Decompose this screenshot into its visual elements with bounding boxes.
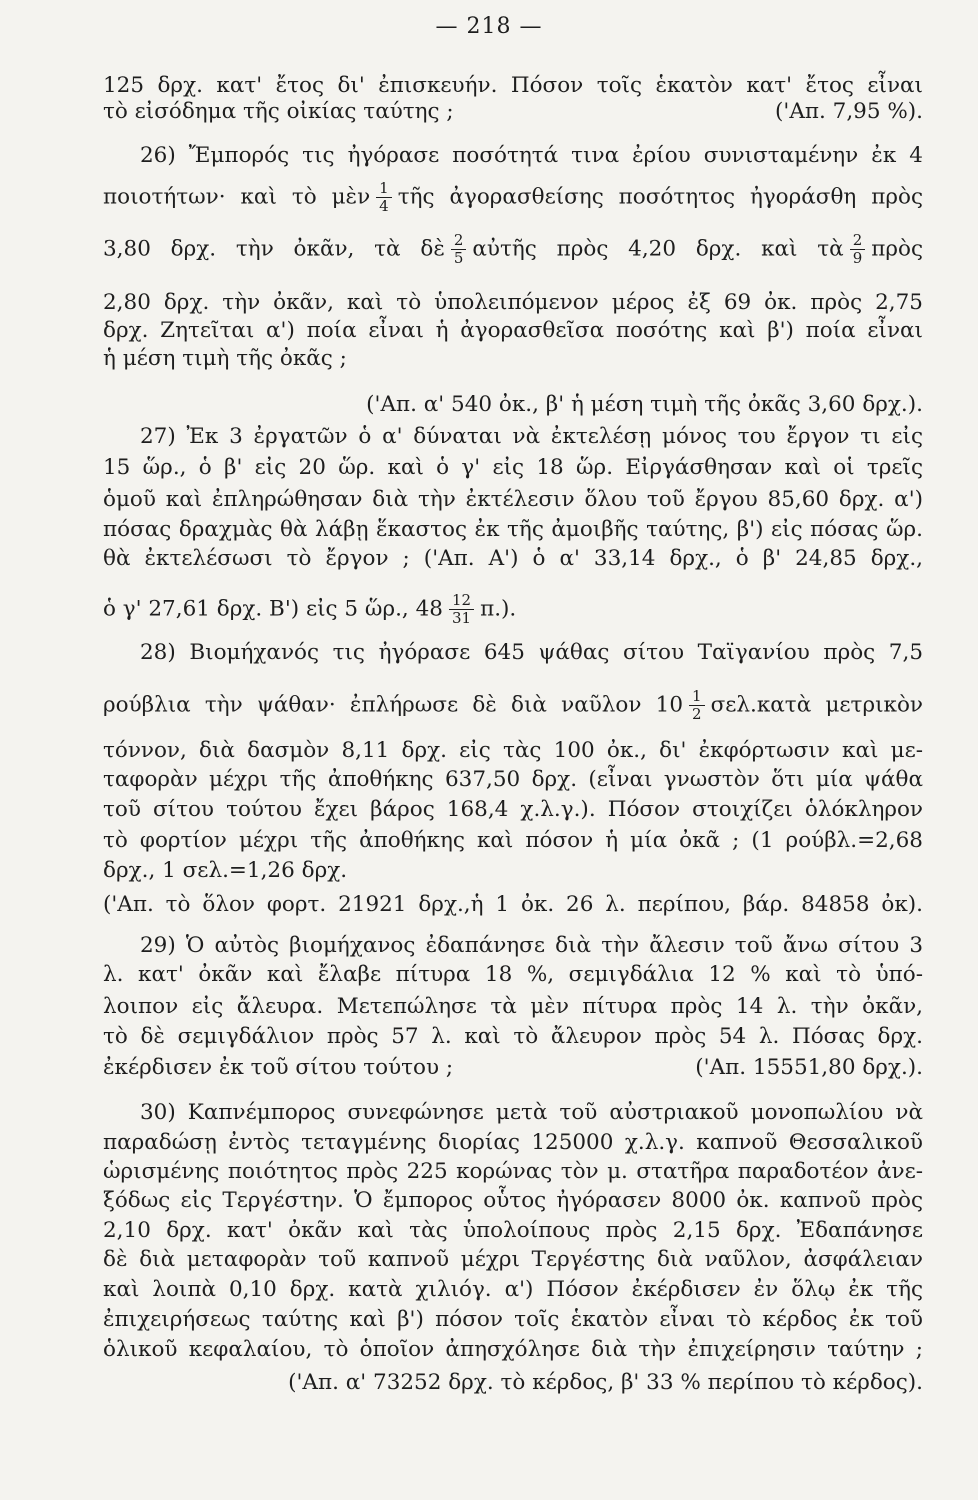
problem-27-start: 27) Ἐκ 3 ἐργατῶν ὁ α' δύναται νὰ ἐκτελέσῃ μόνος του ἔργον τι εἰς (140, 424, 923, 449)
fraction (689, 688, 705, 723)
text-line: ὡρισμένης ποιότητος πρὸς 225 κορώνας τὸν μ. στατῆρα παραδοτέον ἀνε- (103, 1159, 923, 1184)
answer-text: ('Απ. α' 540 ὀκ., β' ἡ μέση τιμὴ τῆς ὀκᾶς 3,60 δρχ.). (366, 392, 923, 417)
text-line (103, 99, 923, 125)
text-segment: ὁ γ' 27,61 δρχ. Β') εἰς 5 ὥρ., 48 (103, 596, 443, 622)
answer-text: ('Απ. 15551,80 δρχ.). (695, 1055, 923, 1080)
text-line: θὰ ἐκτελέσωσι τὸ ἔργον ; ('Απ. Α') ὁ α' 33,14 δρχ., ὁ β' 24,85 δρχ., (103, 546, 923, 571)
text-line (103, 180, 923, 215)
text-segment: τὸ εἰσόδημα τῆς οἰκίας ταύτης ; (103, 99, 454, 124)
fraction (449, 592, 474, 627)
fraction-numerator: 2 (850, 232, 866, 250)
fraction (451, 232, 467, 267)
problem-26-start: 26) Ἔμπορός τις ἠγόρασε ποσότητά τινα ἐρίου συνισταμένην ἐκ 4 (140, 143, 923, 168)
text-line: δρχ., 1 σελ.=1,26 δρχ. (103, 858, 348, 883)
text-segment: π.). (480, 596, 517, 622)
text-segment: ποιοτήτων· καὶ τὸ μὲν (103, 184, 371, 210)
fraction-denominator: 9 (852, 249, 863, 267)
text-segment: ρούβλια τὴν ψάθαν· ἐπλήρωσε δὲ διὰ ναῦλον 10 (103, 692, 684, 718)
text-line: λ. κατ' ὀκᾶν καὶ ἔλαβε πίτυρα 18 %, σεμιγδάλια 12 % καὶ τὸ ὑπό- (103, 962, 923, 987)
text-line: ἡ μέση τιμὴ τῆς ὀκᾶς ; (103, 346, 347, 371)
problem-28-start: 28) Βιομήχανός τις ἠγόρασε 645 ψάθας σίτου Ταϊγανίου πρὸς 7,5 (140, 640, 923, 665)
answer-text: ('Απ. τὸ ὅλον φορτ. 21921 δρχ.,ἡ 1 ὀκ. 26 λ. περίπου, βάρ. 84858 ὀκ). (103, 892, 923, 917)
text-line: 125 δρχ. κατ' ἔτος δι' ἐπισκευήν. Πόσον τοῖς ἑκατὸν κατ' ἔτος εἶναι (103, 73, 923, 98)
page-number: — 218 — (435, 14, 543, 39)
text-segment: σελ.κατὰ μετρικὸν (710, 692, 923, 718)
text-line: παραδώσῃ ἐντὸς τεταγμένης διορίας 125000 χ.λ.γ. καπνοῦ Θεσσαλικοῦ (103, 1130, 923, 1155)
text-line: ὁμοῦ καὶ ἐπληρώθησαν διὰ τὴν ἐκτέλεσιν ὅλου τοῦ ἔργου 85,60 δρχ. α') (103, 487, 923, 512)
text-segment: πρὸς (871, 236, 923, 262)
text-line: δὲ διὰ μεταφορὰν τοῦ καπνοῦ μέχρι Τεργέστης διὰ ναῦλον, ἀσφάλειαν (103, 1247, 923, 1272)
fraction-numerator: 1 (689, 688, 705, 706)
text-line: καὶ λοιπὰ 0,10 δρχ. κατὰ χιλιόγ. α') Πόσον ἐκέρδισεν ἐν ὅλῳ ἐκ τῆς (103, 1277, 923, 1302)
text-line: 15 ὥρ., ὁ β' εἰς 20 ὥρ. καὶ ὁ γ' εἰς 18 ὥρ. Εἰργάσθησαν καὶ οἱ τρεῖς (103, 455, 923, 480)
text-line: 2,10 δρχ. κατ' ὀκᾶν καὶ τὰς ὑπολοίπους πρὸς 2,15 δρχ. Ἐδαπάνησε (103, 1218, 923, 1243)
answer-text: ('Απ. 7,95 %). (775, 99, 923, 124)
fraction (376, 180, 392, 215)
text-line: τοῦ σίτου τούτου ἔχει βάρος 168,4 χ.λ.γ.). Πόσον στοιχίζει ὁλόκληρον (103, 797, 923, 822)
answer-text: ('Απ. α' 73252 δρχ. τὸ κέρδος, β' 33 % περίπου τὸ κέρδος). (288, 1370, 923, 1395)
text-line (103, 1055, 923, 1081)
fraction-numerator: 2 (451, 232, 467, 250)
text-line: λοιπον εἰς ἄλευρα. Μετεπώλησε τὰ μὲν πίτυρα πρὸς 14 λ. τὴν ὀκᾶν, (103, 994, 923, 1019)
text-line (103, 232, 923, 267)
fraction-numerator: 1 (376, 180, 392, 198)
fraction-numerator: 12 (449, 592, 474, 610)
text-line: τόννον, διὰ δασμὸν 8,11 δρχ. εἰς τὰς 100 ὀκ., δι' ἐκφόρτωσιν καὶ με- (103, 738, 923, 763)
text-line: ἐπιχειρήσεως ταύτης καὶ β') πόσον τοῖς ἑκατὸν εἶναι τὸ κέρδος ἐκ τοῦ (103, 1307, 923, 1332)
text-segment: 3,80 δρχ. τὴν ὀκᾶν, τὰ δὲ (103, 236, 445, 262)
text-line: ταφορὰν μέχρι τῆς ἀποθήκης 637,50 δρχ. (εἶναι γνωστὸν ὅτι μία ψάθα (103, 767, 923, 792)
text-segment: τῆς ἀγορασθείσης ποσότητος ἠγοράσθη πρὸς (397, 184, 923, 210)
fraction (850, 232, 866, 267)
text-segment: ἐκέρδισεν ἐκ τοῦ σίτου τούτου ; (103, 1055, 454, 1080)
text-line (103, 688, 923, 723)
text-line: ξόδως εἰς Τεργέστην. Ὁ ἔμπορος οὗτος ἠγόρασεν 8000 ὀκ. καπνοῦ πρὸς (103, 1188, 923, 1213)
text-line: 2,80 δρχ. τὴν ὀκᾶν, καὶ τὸ ὑπολειπόμενον μέρος ἐξ 69 ὀκ. πρὸς 2,75 (103, 290, 923, 315)
problem-30-start: 30) Καπνέμπορος συνεφώνησε μετὰ τοῦ αὐστριακοῦ μονοπωλίου νὰ (140, 1100, 923, 1125)
fraction-denominator: 31 (451, 609, 472, 627)
text-line (103, 592, 923, 627)
fraction-denominator: 5 (453, 249, 464, 267)
problem-29-start: 29) Ὁ αὐτὸς βιομήχανος ἐδαπάνησε διὰ τὴν ἄλεσιν τοῦ ἄνω σίτου 3 (140, 933, 923, 958)
text-line: δρχ. Ζητεῖται α') ποία εἶναι ἡ ἀγορασθεῖσα ποσότης καὶ β') ποία εἶναι (103, 318, 923, 343)
text-segment: αὐτῆς πρὸς 4,20 δρχ. καὶ τὰ (472, 236, 844, 262)
text-line: πόσας δραχμὰς θὰ λάβῃ ἕκαστος ἐκ τῆς ἀμοιβῆς ταύτης, β') εἰς πόσας ὥρ. (103, 517, 923, 542)
text-line: ὁλικοῦ κεφαλαίου, τὸ ὁποῖον ἀπησχόλησε διὰ τὴν ἐπιχείρησιν ταύτην ; (103, 1337, 923, 1362)
text-line: τὸ φορτίον μέχρι τῆς ἀποθήκης καὶ πόσον ἡ μία ὀκᾶ ; (1 ρούβλ.=2,68 (103, 828, 923, 853)
fraction-denominator: 2 (692, 705, 702, 723)
fraction-denominator: 4 (379, 197, 389, 215)
text-line: τὸ δὲ σεμιγδάλιον πρὸς 57 λ. καὶ τὸ ἄλευρον πρὸς 54 λ. Πόσας δρχ. (103, 1024, 923, 1049)
